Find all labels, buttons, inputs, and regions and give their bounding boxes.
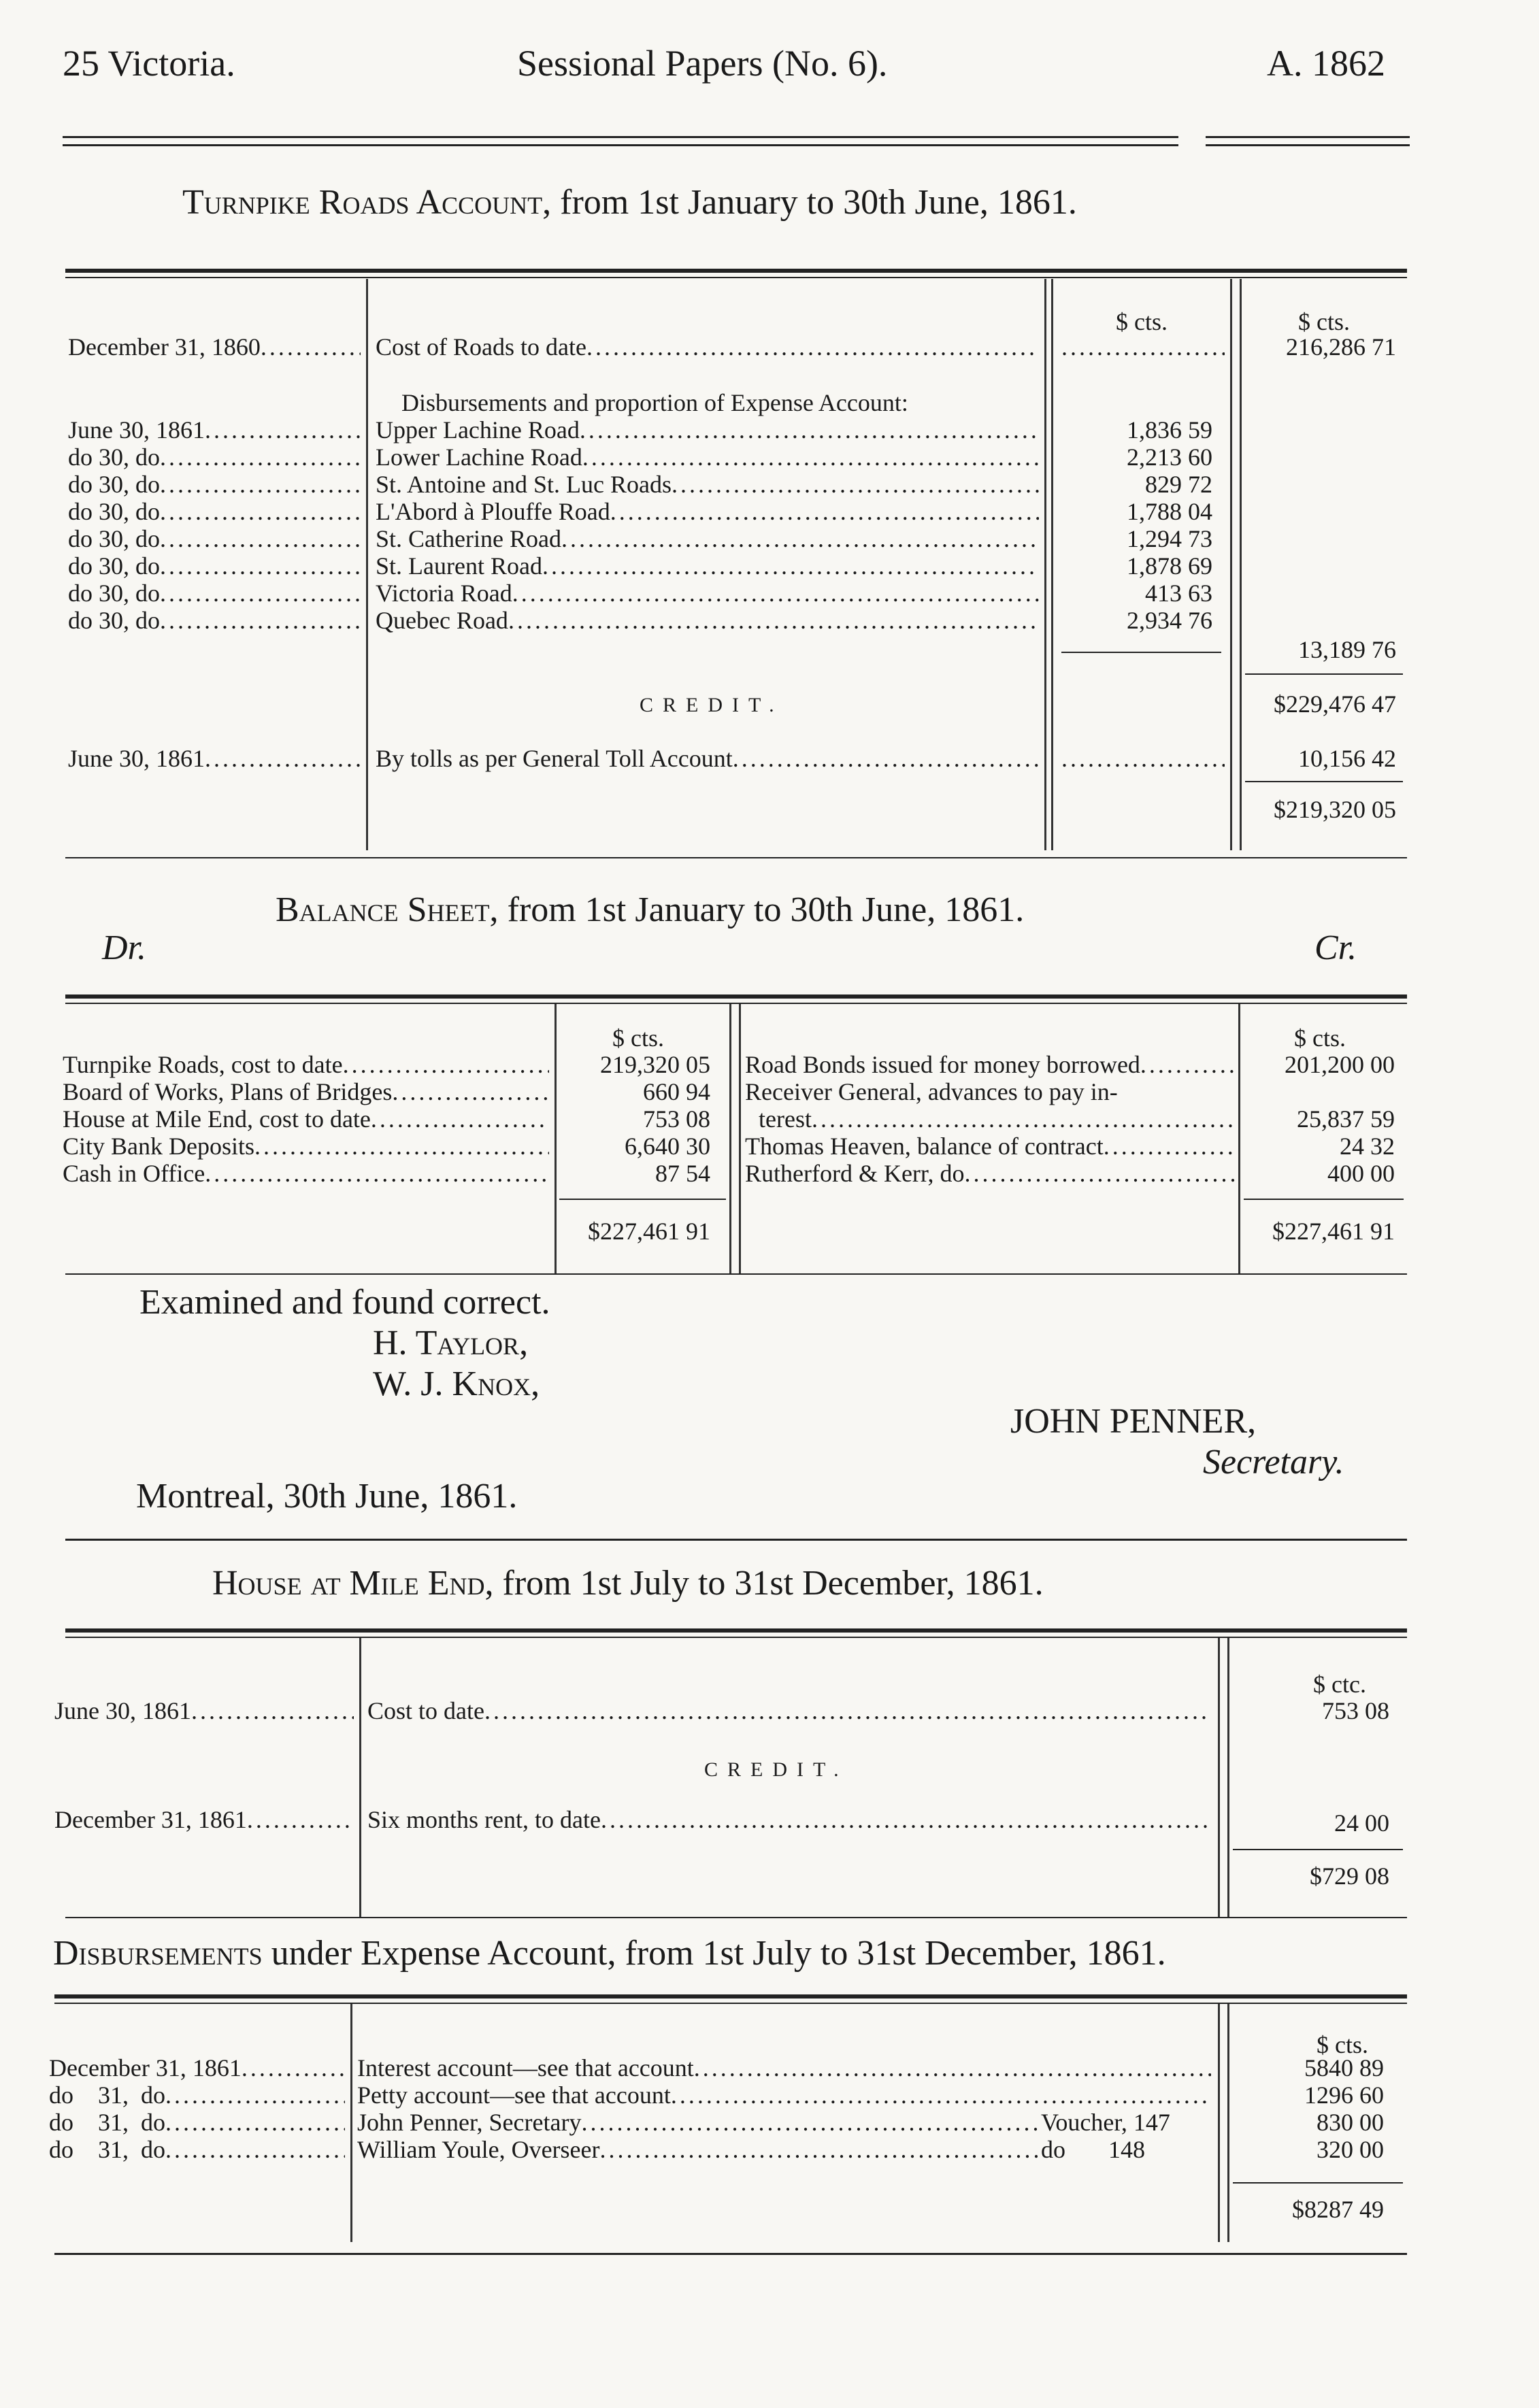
column-divider: [1238, 1004, 1240, 1273]
balance-left-amount: 219,320 05: [600, 1051, 710, 1078]
row-amount: 830 00: [1317, 2109, 1384, 2136]
mileend-title: [212, 1563, 1044, 1603]
balance-title-rest: from 1st January to 30th June, 1861.: [507, 890, 1025, 929]
row-date: do 31, do .....: [49, 2136, 345, 2163]
place-date: Montreal, 30th June, 1861.: [136, 1477, 518, 1516]
column-divider: [350, 2004, 352, 2242]
tolls-amount: 10,156 42: [1298, 745, 1396, 772]
column-divider: [1240, 279, 1242, 850]
row-amount: 2,213 60: [1127, 444, 1212, 471]
secretary-name: JOHN PENNER,: [1010, 1402, 1257, 1441]
table-bottom-rule: [65, 857, 1407, 858]
turnpike-title-caps: Turnpike Roads Account,: [182, 183, 552, 222]
balance-left-label: House at Mile End, cost to date .....: [63, 1105, 549, 1133]
balance-left-amount: 87 54: [655, 1160, 710, 1187]
balance-right-label: Receiver General, advances to pay in-: [745, 1078, 1118, 1105]
column-divider: [1230, 279, 1232, 850]
mileend-title-caps: House at Mile End,: [212, 1564, 494, 1603]
disbursements-label: Disbursements and proportion of Expense Account:: [401, 389, 908, 416]
credit-label: CREDIT.: [640, 694, 784, 716]
row-road-name: St. Catherine Road .....: [376, 525, 1039, 552]
total-rule: [1244, 1199, 1404, 1200]
balance-right-amount: 201,200 00: [1285, 1051, 1395, 1078]
turnpike-final: $219,320 05: [1274, 796, 1396, 823]
row-road-name: St. Antoine and St. Luc Roads .....: [376, 471, 1039, 498]
row-description: William Youle, Overseer .....: [357, 2136, 1038, 2163]
column-divider: [729, 1004, 731, 1273]
disbursements-title-caps: Disbursements: [53, 1934, 263, 1973]
column-heading: $ ctc.: [1313, 1671, 1366, 1698]
column-divider: [1227, 1638, 1229, 1917]
table-bottom-rule: [65, 1917, 1407, 1918]
mileend-cost-label: Cost to date .....: [367, 1697, 1211, 1724]
row-date: do 30, do .....: [68, 552, 361, 580]
row-date: do 30, do .....: [68, 580, 361, 607]
column-divider: [1051, 279, 1053, 850]
header-rule: [63, 144, 1178, 146]
turnpike-subtotal: 13,189 76: [1298, 636, 1396, 663]
credit-side-label: Cr.: [1314, 929, 1357, 967]
cost-amount: 216,286 71: [1286, 333, 1396, 361]
balance-left-label: City Bank Deposits .....: [63, 1133, 549, 1160]
balance-right-amount: 400 00: [1327, 1160, 1395, 1187]
row-date: do 30, do .....: [68, 471, 361, 498]
row-amount: 1296 60: [1304, 2081, 1384, 2109]
disbursements-total: $8287 49: [1292, 2196, 1384, 2223]
row-amount: 1,878 69: [1127, 552, 1212, 580]
tolls-date: June 30, 1861 .....: [68, 745, 361, 772]
column-divider: [1218, 1638, 1220, 1917]
mileend-total: $729 08: [1310, 1862, 1389, 1890]
column-divider: [366, 279, 368, 850]
row-description: Interest account—see that account .....: [357, 2054, 1211, 2081]
row-date: June 30, 1861 .....: [68, 416, 361, 444]
balance-left-label: Board of Works, Plans of Bridges .....: [63, 1078, 549, 1105]
row-description: John Penner, Secretary .....: [357, 2109, 1038, 2136]
subtotal-rule: [1245, 673, 1403, 675]
balance-title: [276, 890, 1024, 930]
table-bottom-rule: [65, 1273, 1407, 1275]
tolls-dots: [1061, 745, 1225, 772]
header-rule: [63, 136, 1178, 138]
row-date: do 30, do .....: [68, 607, 361, 634]
header-rule: [1206, 144, 1410, 146]
row-amount: 5840 89: [1304, 2054, 1384, 2081]
row-amount: 829 72: [1145, 471, 1212, 498]
balance-left-amount: 6,640 30: [625, 1133, 710, 1160]
balance-right-label: Rutherford & Kerr, do .....: [745, 1160, 1235, 1187]
row-road-name: Upper Lachine Road .....: [376, 416, 1039, 444]
disbursements-title: [53, 1933, 1166, 1973]
balance-right-label: terest .....: [759, 1105, 1235, 1133]
section-rule: [65, 1539, 1407, 1541]
examiner-name: H. Taylor,: [373, 1324, 529, 1362]
balance-right-amount: 24 32: [1340, 1133, 1395, 1160]
cost-label: Cost of Roads to date .....: [376, 333, 1039, 361]
disbursements-title-rest: under Expense Account, from 1st July to 31st December, 1861.: [271, 1934, 1166, 1973]
balance-right-label: Road Bonds issued for money borrowed .....: [745, 1051, 1235, 1078]
column-heading: $ cts.: [1298, 308, 1350, 335]
row-amount: 1,836 59: [1127, 416, 1212, 444]
balance-left-total: $227,461 91: [588, 1218, 710, 1245]
row-amount: 1,788 04: [1127, 498, 1212, 525]
row-description: Petty account—see that account .....: [357, 2081, 1211, 2109]
row-date: do 31, do .....: [49, 2109, 345, 2136]
mileend-rent-amount: 24 00: [1334, 1809, 1389, 1837]
table-top-rule: [65, 269, 1407, 273]
row-road-name: L'Abord à Plouffe Road .....: [376, 498, 1039, 525]
table-top-rule: [65, 1637, 1407, 1638]
balance-left-label: Cash in Office .....: [63, 1160, 549, 1187]
column-divider: [359, 1638, 361, 1917]
row-amount: 2,934 76: [1127, 607, 1212, 634]
column-divider: [1044, 279, 1046, 850]
header-right: A. 1862: [1267, 43, 1385, 84]
row-voucher: do 148: [1041, 2136, 1145, 2163]
table-top-rule: [65, 994, 1407, 999]
balance-left-label: Turnpike Roads, cost to date .....: [63, 1051, 549, 1078]
row-amount: 320 00: [1317, 2136, 1384, 2163]
balance-title-caps: Balance Sheet,: [276, 890, 499, 929]
mileend-rent-label: Six months rent, to date .....: [367, 1806, 1211, 1833]
row-date: do 30, do .....: [68, 444, 361, 471]
examiner-name: W. J. Knox,: [373, 1365, 540, 1403]
column-divider: [555, 1004, 557, 1273]
tolls-label: By tolls as per General Toll Account .....: [376, 745, 1039, 772]
table-top-rule: [54, 1994, 1407, 1999]
turnpike-title-rest: from 1st January to 30th June, 1861.: [560, 183, 1077, 222]
total-rule: [559, 1199, 726, 1200]
mileend-credit-label: CREDIT.: [704, 1758, 848, 1781]
total-rule: [1233, 2182, 1403, 2184]
row-amount: 1,294 73: [1127, 525, 1212, 552]
column-heading: $ cts.: [1294, 1024, 1346, 1052]
secretary-title: Secretary.: [1203, 1443, 1344, 1482]
examined-text: Examined and found correct.: [139, 1283, 550, 1322]
balance-right-amount: [1244, 1078, 1395, 1105]
header-rule: [1206, 136, 1410, 138]
row-date: do 30, do .....: [68, 525, 361, 552]
cost-dots: [1061, 333, 1225, 361]
row-date: December 31, 1861 .....: [49, 2054, 345, 2081]
balance-right-total: $227,461 91: [1272, 1218, 1395, 1245]
total-rule: [1233, 1849, 1403, 1850]
column-divider: [1227, 2004, 1229, 2242]
row-road-name: Victoria Road .....: [376, 580, 1039, 607]
balance-left-amount: 753 08: [643, 1105, 710, 1133]
turnpike-total-before: $229,476 47: [1274, 690, 1396, 718]
turnpike-title: [182, 182, 1077, 222]
mileend-cost-amount: 753 08: [1322, 1697, 1389, 1724]
table-top-rule: [54, 2003, 1407, 2004]
balance-right-label: Thomas Heaven, balance of contract .....: [745, 1133, 1235, 1160]
balance-right-amount: 25,837 59: [1297, 1105, 1395, 1133]
row-amount: 413 63: [1145, 580, 1212, 607]
header-left: 25 Victoria.: [63, 43, 235, 84]
column-divider: [739, 1004, 741, 1273]
row-road-name: Quebec Road .....: [376, 607, 1039, 634]
table-top-rule: [65, 1628, 1407, 1633]
debit-label: Dr.: [102, 929, 147, 967]
row-road-name: St. Laurent Road .....: [376, 552, 1039, 580]
row-voucher: Voucher, 147: [1041, 2109, 1170, 2136]
row-date: do 30, do .....: [68, 498, 361, 525]
column-heading: $ cts.: [1116, 308, 1168, 335]
row-road-name: Lower Lachine Road .....: [376, 444, 1039, 471]
header-center: Sessional Papers (No. 6).: [517, 43, 888, 84]
cost-date: December 31, 1860 .....: [68, 333, 361, 361]
mileend-cost-date: June 30, 1861 .....: [54, 1697, 354, 1724]
balance-left-amount: 660 94: [643, 1078, 710, 1105]
table-top-rule: [65, 277, 1407, 278]
column-heading: $ cts.: [1317, 2031, 1368, 2058]
column-heading: $ cts.: [612, 1024, 664, 1052]
table-top-rule: [65, 1003, 1407, 1004]
column-divider: [1218, 2004, 1220, 2242]
subtotal-rule: [1061, 652, 1221, 653]
total-rule: [1245, 781, 1403, 782]
table-bottom-rule: [54, 2253, 1407, 2255]
mileend-rent-date: December 31, 1861 .....: [54, 1806, 354, 1833]
mileend-title-rest: from 1st July to 31st December, 1861.: [502, 1564, 1044, 1603]
row-date: do 31, do .....: [49, 2081, 345, 2109]
